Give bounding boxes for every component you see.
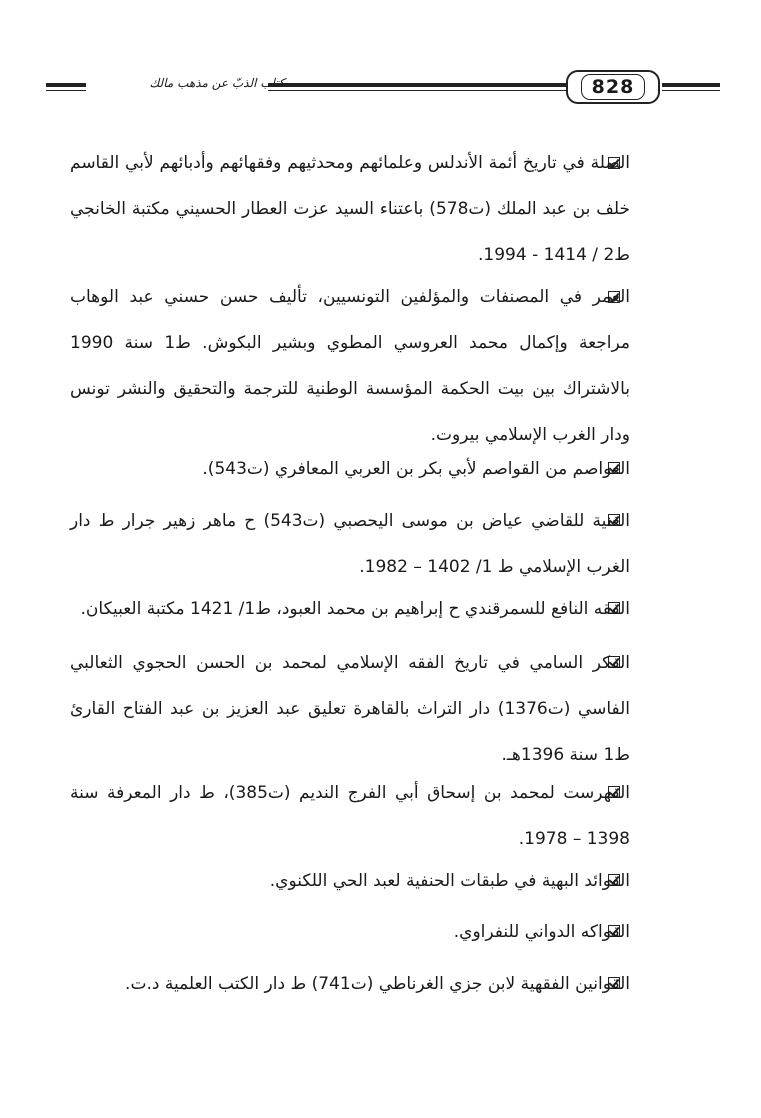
header-rule-right-thin [662, 90, 720, 91]
entry-text: الفهرست لمحمد بن إسحاق أبي الفرج النديم (ت385)، ط دار المعرفة سنة 1398 – 1978. [70, 783, 630, 849]
entry-text: الفقه النافع للسمرقندي ح إبراهيم بن محمد العبود، ط1/ 1421 مكتبة العبيكان. [80, 599, 630, 619]
header-rule-middle [268, 83, 566, 87]
bibliography-entry [70, 909, 630, 955]
entry-text: الغنية للقاضي عياض بن موسى اليحصبي (ت543) ح ماهر زهير جرار ط دار الغرب الإسلامي ط 1/ 1402 – 1982. [70, 511, 630, 577]
bibliography-entry [70, 640, 630, 778]
bibliography-entry [70, 498, 630, 590]
page-header [40, 70, 720, 106]
page-number: 828 [581, 74, 646, 100]
header-rule-left [46, 83, 86, 87]
bibliography-entry [70, 274, 630, 458]
bibliography-entry [70, 858, 630, 904]
entry-text: الفواكه الدواني للنفراوي. [453, 922, 630, 942]
bibliography-entry [70, 961, 630, 1007]
entry-text: الفوائد البهية في طبقات الحنفية لعبد الحي اللكنوي. [269, 871, 630, 891]
header-rule-middle-thin [268, 90, 566, 91]
entry-text: القوانين الفقهية لابن جزي الغرناطي (ت741) ط دار الكتب العلمية د.ت. [125, 974, 630, 994]
bibliography-entry [70, 586, 630, 632]
entry-text: الصلة في تاريخ أئمة الأندلس وعلمائهم ومحدثيهم وفقهائهم وأدبائهم لأبي القاسم خلف بن عبد الملك (ت578) باعتناء السيد عزت العطار الحسيني مكتبة الخانجي ط2 / 1414 - 1994. [70, 153, 630, 265]
running-title: كتاب الذبّ عن مذهب مالك [149, 76, 285, 90]
entry-text: العواصم من القواصم لأبي بكر بن العربي المعافري (ت543). [202, 459, 630, 479]
header-rule-right [662, 83, 720, 87]
page-number-box [566, 70, 660, 104]
bibliography-entry [70, 770, 630, 862]
bibliography-entry [70, 446, 630, 492]
bibliography-entry [70, 140, 630, 278]
header-rule-left-thin [46, 90, 86, 91]
entry-text: العمر في المصنفات والمؤلفين التونسيين، تأليف حسن حسني عبد الوهاب مراجعة وإكمال محمد العروسي المطوي وبشير البكوش. ط1 سنة 1990 بالاشتراك بين بيت الحكمة المؤسسة الوطنية للترجمة والتحقيق والنشر تونس ودار الغرب الإسلامي بيروت. [70, 287, 631, 445]
entry-text: الفكر السامي في تاريخ الفقه الإسلامي لمحمد بن الحسن الحجوي الثعالبي الفاسي (ت1376) دار التراث بالقاهرة تعليق عبد العزيز بن عبد الفتاح القارئ ط1 سنة 1396هـ. [70, 653, 631, 765]
